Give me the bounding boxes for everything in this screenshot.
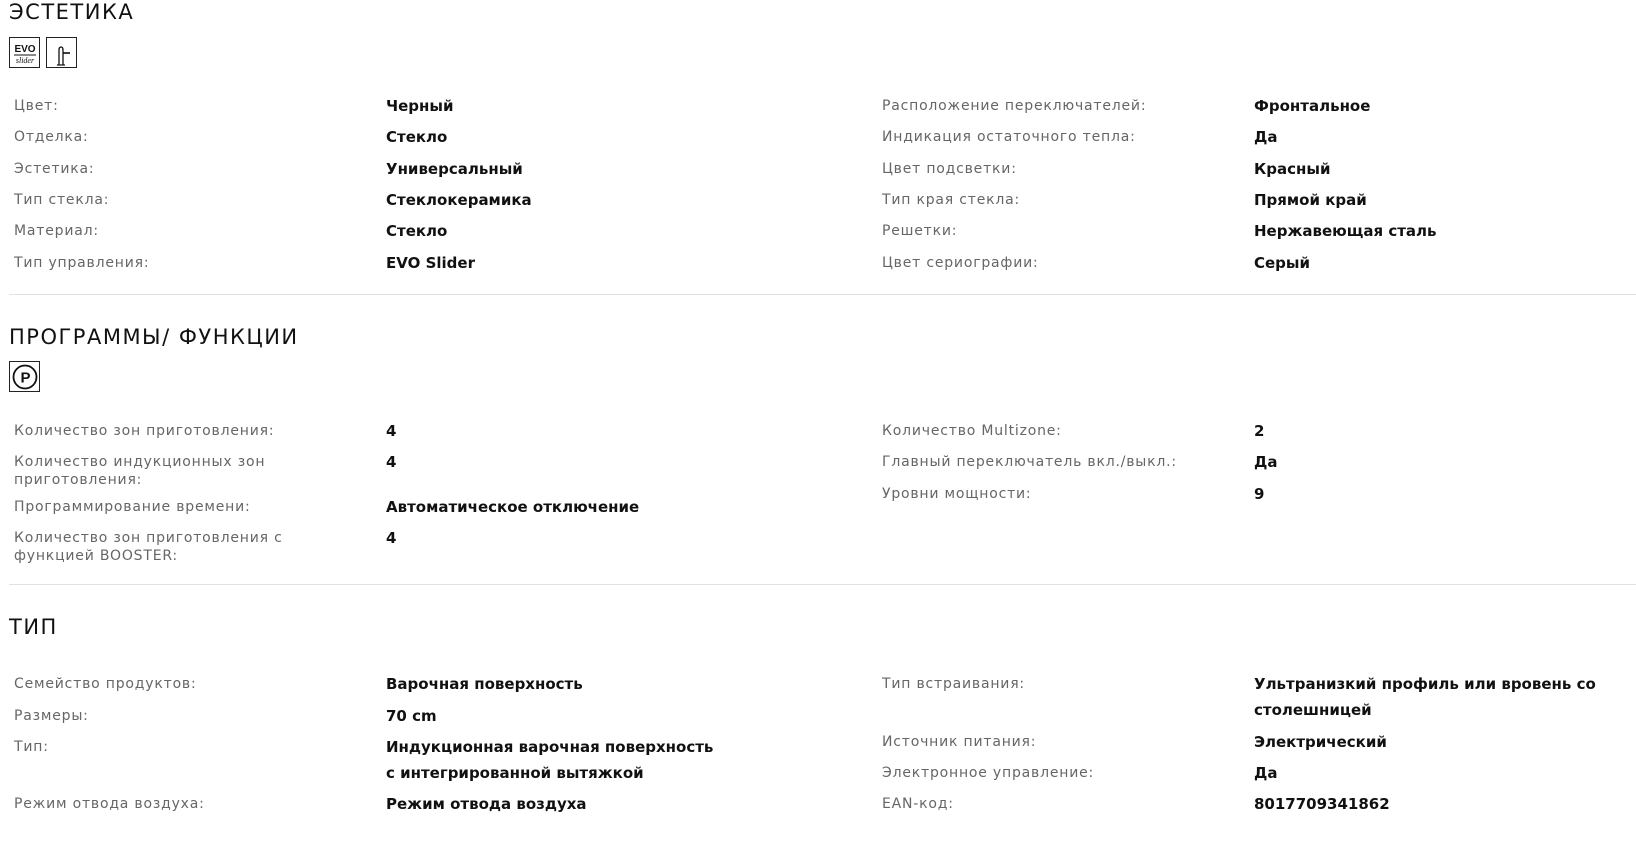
feature-icons (9, 37, 77, 68)
spec-label: Количество индукционных зон приготовления: (14, 454, 266, 488)
spec-label: Тип встраивания: (882, 676, 1025, 692)
section-title-programs: ПРОГРАММЫ/ ФУНКЦИИ (9, 325, 299, 349)
svg-text:P: P (19, 369, 31, 386)
spec-label: Тип края стекла: (882, 192, 1021, 208)
spec-label: Расположение переключателей: (882, 98, 1147, 114)
spec-value: Электрический (1254, 733, 1387, 751)
spec-value: 8017709341862 (1254, 795, 1390, 813)
spec-label: Семейство продуктов: (14, 676, 197, 692)
spec-value: Серый (1254, 254, 1310, 272)
spec-value: 4 (386, 422, 397, 440)
spec-label: Программирование времени: (14, 499, 251, 515)
p-circle-icon (9, 361, 40, 392)
spec-value: Автоматическое отключение (386, 498, 640, 516)
feature-icons (9, 361, 40, 392)
spec-label: Индикация остаточного тепла: (882, 129, 1136, 145)
spec-label: Главный переключатель вкл./выкл.: (882, 454, 1177, 470)
spec-label: Цвет подсветки: (882, 161, 1017, 177)
spec-value: Режим отвода воздуха (386, 795, 587, 813)
spec-value: Ультранизкий профиль или вровень со столешницей (1254, 675, 1596, 719)
spec-label: EAN-код: (882, 796, 954, 812)
spec-label: Количество зон приготовления с функцией BOOSTER: (14, 530, 283, 564)
spec-label: Решетки: (882, 223, 958, 239)
spec-value: Стеклокерамика (386, 191, 532, 209)
spec-label: Тип управления: (14, 255, 150, 271)
spec-label: Тип стекла: (14, 192, 110, 208)
spec-label: Цвет сериографии: (882, 255, 1039, 271)
spec-value: Черный (386, 97, 454, 115)
spec-label: Режим отвода воздуха: (14, 796, 205, 812)
spec-label: Уровни мощности: (882, 486, 1032, 502)
spec-value: 4 (386, 529, 397, 547)
spec-label: Тип: (14, 739, 49, 755)
evo-slider-icon (9, 37, 40, 68)
spec-label: Электронное управление: (882, 765, 1095, 781)
spec-label: Размеры: (14, 708, 89, 724)
touch-control-icon (46, 37, 77, 68)
spec-label: Отделка: (14, 129, 89, 145)
spec-value: Фронтальное (1254, 97, 1371, 115)
section-divider (9, 584, 1636, 585)
spec-value: 70 cm (386, 707, 437, 725)
spec-label: Цвет: (14, 98, 59, 114)
section-programs-functions (9, 325, 1636, 585)
spec-label: Эстетика: (14, 161, 95, 177)
spec-value: 9 (1254, 485, 1265, 503)
spec-label: Источник питания: (882, 734, 1037, 750)
svg-text:EVO: EVO (13, 43, 36, 55)
spec-value: 2 (1254, 422, 1265, 440)
spec-value: Варочная поверхность (386, 675, 583, 693)
spec-label: Материал: (14, 223, 99, 239)
spec-label: Количество Multizone: (882, 423, 1062, 439)
spec-value: Универсальный (386, 160, 523, 178)
spec-label: Количество зон приготовления: (14, 423, 275, 439)
section-type (9, 615, 1636, 865)
spec-value: 4 (386, 453, 397, 471)
spec-value: EVO Slider (386, 254, 475, 272)
spec-value: Нержавеющая сталь (1254, 222, 1437, 240)
spec-value: Да (1254, 128, 1278, 146)
spec-value: Красный (1254, 160, 1331, 178)
spec-value: Да (1254, 764, 1278, 782)
spec-value: Стекло (386, 222, 448, 240)
section-title-type: ТИП (9, 615, 58, 639)
section-aesthetics (9, 0, 1636, 300)
spec-value: Прямой край (1254, 191, 1367, 209)
spec-value: Индукционная варочная поверхность с интегрированной вытяжкой (386, 738, 714, 782)
section-title-aesthetics: ЭСТЕТИКА (9, 0, 135, 24)
spec-value: Стекло (386, 128, 448, 146)
spec-value: Да (1254, 453, 1278, 471)
section-divider (9, 294, 1636, 295)
svg-text:slider: slider (15, 55, 34, 65)
